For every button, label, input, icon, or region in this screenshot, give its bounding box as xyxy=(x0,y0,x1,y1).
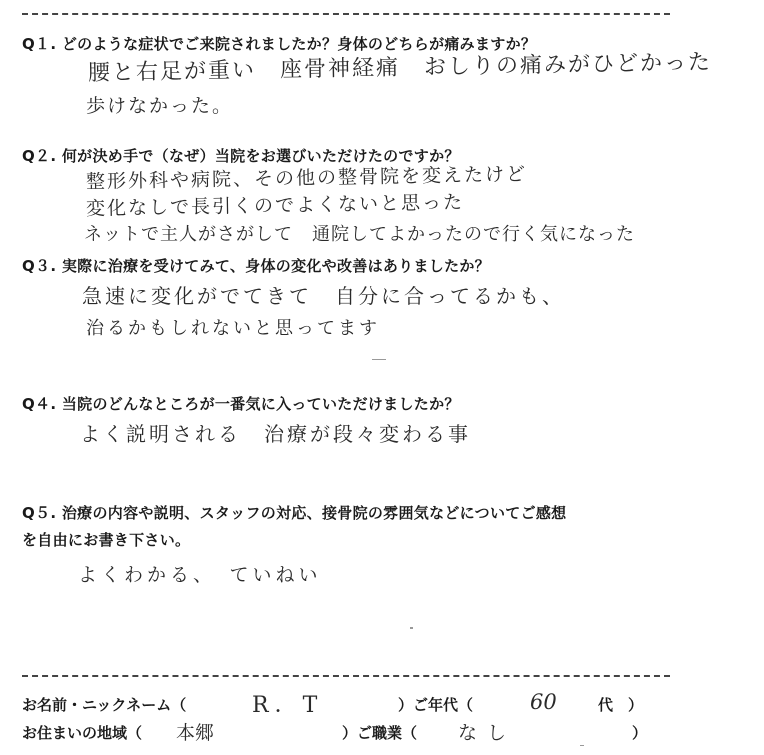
question-5-line-1: Q５. 治療の内容や説明、スタッフの対応、接骨院の雰囲気などについてご感想 xyxy=(22,504,567,522)
answer-3-line-1: 急速に変化がでてきて 自分に合ってるかも、 xyxy=(82,284,565,308)
answer-1-line-1: 腰と右足が重い 座骨神経痛 おしりの痛みがひどかった xyxy=(87,50,713,86)
answer-2-line-3: ネットで主人がさがして 通院してよかったので行く気になった xyxy=(84,224,635,245)
job-label: ）ご職業（ xyxy=(342,724,418,742)
answer-5-line-1: よくわかる、 ていねい xyxy=(78,564,322,586)
area-value: 本郷 xyxy=(176,722,215,744)
area-label: お住まいの地域（ xyxy=(22,724,143,742)
speck xyxy=(372,359,386,360)
question-3: Q３. 実際に治療を受けてみて、身体の変化や改善はありましたか？ xyxy=(22,257,490,275)
question-1: Q１. どのような症状でご来院されましたか？身体のどちらが痛みますか？ xyxy=(22,35,537,53)
answer-2-line-1: 整形外科や病院、その他の整骨院を変えたけど xyxy=(85,163,528,193)
answer-2-line-2: 変化なしで長引くのでよくないと思った xyxy=(85,191,465,220)
answer-4-line-1: よく説明される 治療が段々変わる事 xyxy=(80,422,471,446)
answer-1-line-2: 歩けなかった。 xyxy=(86,95,234,117)
question-4: Q４. 当院のどんなところが一番気に入っていただけましたか？ xyxy=(22,395,460,413)
speck xyxy=(580,745,584,746)
answer-3-line-2: 治るかもしれないと思ってます xyxy=(86,318,380,339)
age-value: 60 xyxy=(530,690,557,714)
job-close: ） xyxy=(632,724,648,742)
question-5-line-2: を自由にお書き下さい。 xyxy=(22,531,191,549)
job-value: なし xyxy=(458,722,517,744)
age-suffix: 代 ） xyxy=(598,696,644,714)
name-label: お名前・ニックネーム（ xyxy=(22,696,187,714)
name-value: R．T xyxy=(252,693,324,718)
top-divider xyxy=(22,13,670,15)
speck xyxy=(410,627,413,629)
bottom-divider xyxy=(22,675,670,677)
age-label: ）ご年代（ xyxy=(398,696,474,714)
question-2: Q２. 何が決め手で（なぜ）当院をお選びいただけたのですか？ xyxy=(22,147,460,165)
